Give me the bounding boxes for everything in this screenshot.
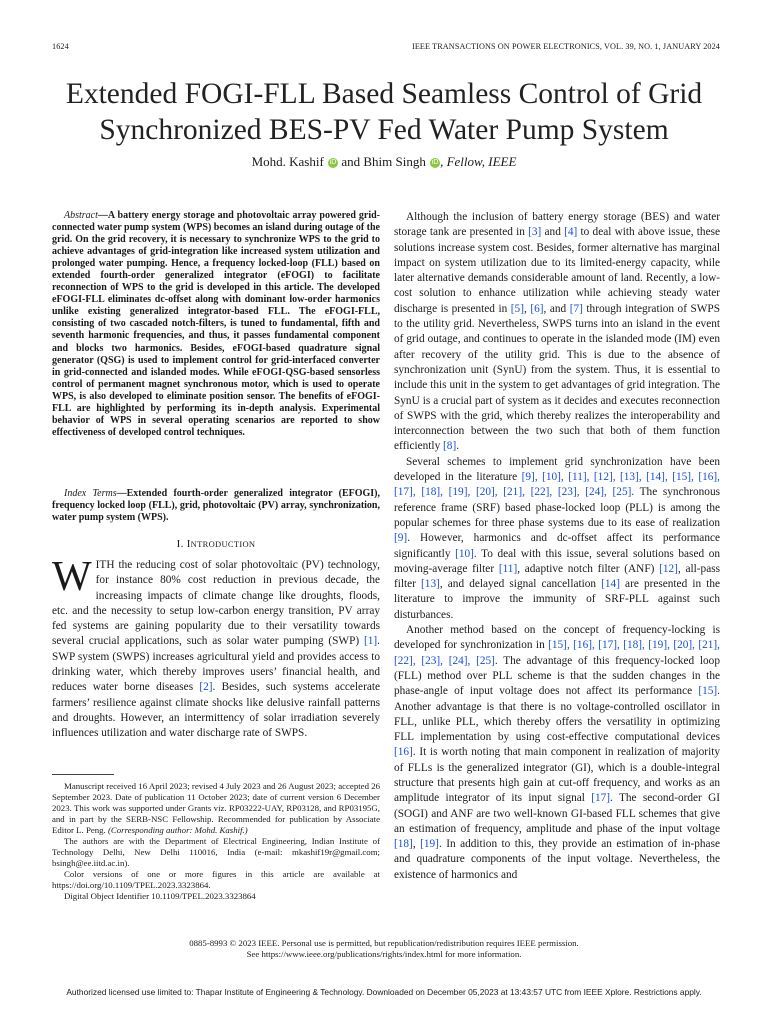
body-text: . In addition to this, they provide an estimation of in-phase and quadrature components of the input voltage. Nevertheless, the existence of harmonics and — [394, 838, 720, 881]
citation-link[interactable]: [4] — [564, 226, 578, 239]
paper-title — [0, 76, 768, 148]
citation-link[interactable]: [16] — [394, 746, 413, 759]
abstract-label: Abstract — [64, 210, 98, 221]
citation-link[interactable]: [14] — [601, 578, 620, 591]
copyright-line-1: 0885-8993 © 2023 IEEE. Personal use is permitted, but republication/redistribution requires IEEE permission. — [189, 938, 579, 948]
paragraph — [394, 623, 720, 883]
journal-header: IEEE TRANSACTIONS ON POWER ELECTRONICS, VOL. 39, NO. 1, JANUARY 2024 — [412, 42, 720, 51]
author-membership: , Fellow, IEEE — [440, 154, 517, 169]
citation-link[interactable]: [15], [16], [17], [18], [19], [20], [21], [22], [23], [24], [25] — [394, 639, 720, 667]
footnote-doi: Digital Object Identifier 10.1109/TPEL.2023.3323864 — [64, 891, 256, 901]
citation-link[interactable]: [19] — [420, 838, 439, 851]
citation-link[interactable]: [3] — [528, 226, 542, 239]
drop-cap: W — [52, 554, 92, 600]
license-footer: Authorized licensed use limited to: Thapar Institute of Engineering & Technology. Downloaded on December 05,2023 at 13:43:57 UTC from IEEE Xplore. Restrictions apply. — [66, 987, 702, 997]
abstract — [52, 210, 380, 439]
copyright-line-2: See https://www.ieee.org/publications/rights/index.html for more information. — [246, 949, 522, 959]
citation-link[interactable]: [15] — [698, 685, 718, 698]
body-text: . However, harmonics and dc-offset affect its performance significantly — [394, 532, 720, 560]
copyright-notice — [0, 938, 768, 960]
citation-link[interactable]: [13] — [421, 578, 440, 591]
page-number: 1624 — [52, 42, 69, 51]
body-text: and — [541, 226, 565, 239]
body-text: . The synchronous reference frame (SRF) based phase-locked loop (PLL) is among the popular schemes for three phase systems due to its ease of realization — [394, 486, 720, 529]
author-2: Bhim Singh — [363, 154, 426, 169]
right-column — [394, 210, 720, 883]
body-text: , and — [543, 302, 570, 315]
title-line-2: Synchronized BES-PV Fed Water Pump System — [99, 114, 669, 146]
citation-link[interactable]: [7] — [569, 302, 583, 315]
body-text: , all-pass filter — [394, 562, 720, 591]
title-line-1: Extended FOGI-FLL Based Seamless Control of Grid — [65, 78, 703, 110]
corresponding-author: (Corresponding author: Mohd. Kashif.) — [107, 825, 248, 835]
citation-link[interactable]: [11] — [498, 562, 518, 575]
body-text: , adaptive notch filter (ANF) — [517, 562, 660, 575]
citation-link[interactable]: [6] — [530, 302, 544, 315]
citation-link[interactable]: [9] — [394, 532, 408, 545]
orcid-icon[interactable]: iD — [329, 159, 337, 166]
body-text: through integration of SWPS to the utility grid. Nevertheless, SWPS turns into an island in the event of grid outage, and continues to operate in the islanded mode (IM) even after recovery of the utility grid. This is due to the absence of synchronization unit (SynU) from the system. Thus, it is essential to include this unit in the system to get advantages of grid integration. The SynU is a crucial part of system as it decides and executes reconnection of SWPS with the grid, which thereby realizes the interoperability and interconnection between the two such that both of them function efficiently — [394, 302, 720, 453]
body-text: are presented in the literature to improve the immunity of SRF-PLL against such disturbances. — [394, 578, 720, 621]
intro-text: . Besides, such systems accelerate farmers’ resilience against climate shocks like delusive rainfall patterns and droughts. However, an intermittency of solar irradiation severely influences utilization and water discharge rate of SWPS. — [52, 681, 380, 740]
paragraph — [394, 455, 720, 623]
body-text: to deal with above issue, these solutions increase system cost. Besides, former alternative has marginal impact on system utilization due to its limited-energy capacity, while later alternative demands considerable amount of land. Recently, a low-cost solution to enhance utilization while achieving steady water discharge is presented in — [394, 226, 720, 315]
citation-link[interactable]: [18] — [394, 838, 413, 851]
citation-link[interactable]: [10] — [455, 547, 474, 560]
footnote-color: Color versions of one or more figures in this article are available at https://doi.org/10.1109/TPEL.2023.3323864. — [52, 869, 380, 890]
index-terms — [52, 488, 380, 524]
intro-text: . SWP system (SWPS) increases agricultural yield and provides access to drinking water, which thereby improves users’ financial health, and reduces water borne diseases — [52, 635, 380, 694]
body-text: , — [412, 838, 421, 851]
abstract-text: —A battery energy storage and photovoltaic array powered grid-connected water pump system (WPS) becomes an island during outage of the grid. On the grid recovery, it is necessary to synchronize WPS to the grid to achieve advantages of grid-integration like increased system utilization and prolonged water pumping. Hence, a frequency locked-loop (FLL) based on extended fourth-order generalized integrator (eFOGI) to facilitate reconnection of WPS to the grid is developed in this article. The developed eFOGI-FLL eliminates dc-offset along with dominant low-order harmonics unlike existing generalized integrator-based FLL. The eFOGI-FLL, consisting of two cascaded notch-filters, is tuned to fundamental, fifth and seventh harmonic frequencies, and thus, it passes fundamental component and blocks two harmonics. Besides, eFOGI-based quadrature signal generator (QSG) is used to implement control for grid-interfaced converter in grid-connected and islanded modes. While eFOGI-QSG-based sensorless control of permanent magnet synchronous motor, which is used to operate WPS, is also developed to eliminate position sensor. The benefits of eFOGI-FLL are highlighted by performing its in-depth analysis. Experimental behavior of WPS in several operating scenarios are reported to show effectiveness of developed control techniques. — [52, 210, 380, 438]
body-text: . The advantage of this frequency-locked loop (FLL) method over PLL scheme is that the sudden changes in the phase-angle of input voltage does not affect its performance — [394, 654, 720, 698]
body-text: . To deal with this issue, several solutions based on moving-average filter — [394, 547, 720, 575]
footnote-rule — [52, 774, 114, 775]
intro-text: ITH the reducing cost of solar photovoltaic (PV) technology, for instance 80% cost reduction in previous decade, the increasing impacts of climate change like droughts, floods, etc. and the necessity to setup low-carbon energy transition, PV array fed systems are gaining popularity due to their versatility towards several crucial applications, such as solar water pumping (SWP) — [52, 559, 380, 648]
orcid-icon[interactable]: iD — [431, 159, 439, 166]
citation-link[interactable]: [2] — [199, 681, 213, 694]
body-text: , and delayed signal cancellation — [439, 578, 602, 591]
section-title-cap: I — [186, 538, 191, 550]
footnotes — [52, 781, 380, 902]
body-text: Several schemes to implement grid synchronization have been developed in the literature — [394, 455, 720, 484]
section-heading — [52, 538, 380, 550]
citation-link[interactable]: [12] — [659, 562, 678, 575]
citation-link[interactable]: [8] — [443, 440, 457, 453]
body-text: . It is worth noting that main component in realization of majority of FLLs is the generalized integrator (GI), which is a double-integral structure that presents high gain at cut-off frequency, and works as an amplitude integrator of its input signal — [394, 746, 720, 805]
body-text: . The second-order GI (SOGI) and ANF are two well-known GI-based FLL schemes that give an estimation of frequency, amplitude and phase of the input voltage — [394, 792, 721, 835]
body-text: , — [523, 302, 531, 315]
footnote-text: Manuscript received 16 April 2023; revised 4 July 2023 and 26 August 2023; accepted 26 September 2023. Date of publication 11 October 2023; date of current version 6 December 2023. This work was supported under Grants viz. RP03222-UAY, RP03128, and RP03195G, and in part by the SERB-NSC Fellowship. Recommended for publication by Associate Editor L. Peng. — [52, 781, 380, 835]
paragraph — [394, 210, 720, 455]
author-1: Mohd. Kashif — [251, 154, 324, 169]
section-title-rest: NTRODUCTION — [190, 539, 256, 549]
citation-link[interactable]: [1] — [363, 635, 378, 648]
footnote-manuscript — [52, 781, 380, 836]
footnote-affiliation: The authors are with the Department of Electrical Engineering, Indian Institute of Technology Delhi, New Delhi 110016, India (e-mail: mkashif19r@gmail.com; bsingh@ee.iitd.ac.in). — [52, 836, 380, 868]
body-text: . — [456, 440, 460, 453]
citation-link[interactable]: [9], [10], [11], [12], [13], [14], [15], [16], [17], [18], [19], [20], [21], [22], [23], [24], [25] — [394, 471, 720, 499]
author-conjunction: and — [341, 154, 364, 169]
index-terms-label: Index Terms — [64, 488, 117, 499]
intro-paragraph — [52, 554, 380, 742]
body-text: Another method based on the concept of frequency-locking is developed for synchronization in — [394, 624, 720, 652]
author-line — [0, 154, 768, 170]
index-terms-text: —Extended fourth-order generalized integrator (EFOGI), frequency locked loop (FLL), grid, photovoltaic (PV) array, synchronization, water pump system (WPS). — [52, 488, 381, 524]
section-number: I. — [176, 538, 184, 550]
citation-link[interactable]: [17] — [591, 792, 611, 805]
body-text: Although the inclusion of battery energy storage (BES) and water storage tank are presented in — [394, 211, 720, 239]
citation-link[interactable]: [5] — [510, 302, 524, 315]
body-text: . Another advantage is that there is no voltage-controlled oscillator in FLL, unlike PLL, which thereby offers the versatility in optimizing FLL implementation by using cost-effective computational devices — [394, 685, 720, 744]
